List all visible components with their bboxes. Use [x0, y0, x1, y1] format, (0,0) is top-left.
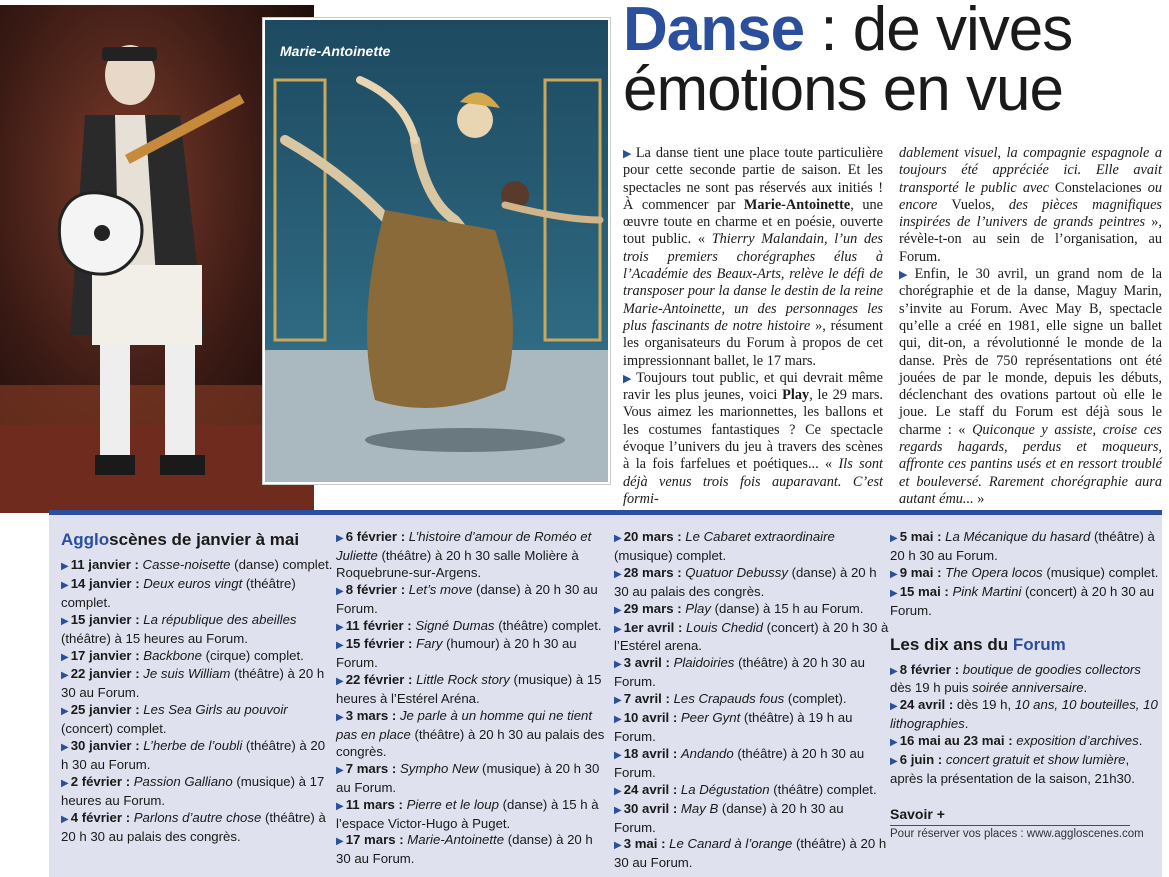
- event-details: (théâtre) à 20 h 30 au Forum.: [61, 666, 325, 701]
- agenda-event: [614, 746, 889, 782]
- bullet-icon: ▶: [614, 804, 622, 816]
- event-details: (musique) complet.: [614, 547, 727, 563]
- agenda-event: [614, 529, 889, 565]
- event-details: (concert) complet.: [61, 721, 167, 737]
- event-title: Quatuor Debussy: [685, 564, 788, 580]
- agenda-box: [49, 510, 1162, 877]
- bullet-icon: ▶: [614, 604, 622, 616]
- photo-caption: Marie-Antoinette: [280, 43, 391, 59]
- bullet-icon: ▶: [614, 840, 622, 852]
- event-details: (musique) complet.: [1042, 564, 1159, 580]
- article-column-2: [899, 145, 1162, 508]
- event-details: (humour) à 20 h 30 au Forum.: [336, 636, 577, 671]
- event-details: (complet).: [784, 691, 847, 707]
- event-title: soirée anniversaire: [972, 680, 1084, 696]
- event-title: boutique de goodies collectors: [962, 661, 1141, 677]
- event-details: (danse) à 20 h 30 au Forum.: [336, 581, 598, 616]
- event-details: , après la présentation de la saison, 21h30.: [890, 752, 1135, 786]
- event-title: The Opera locos: [945, 564, 1043, 580]
- agenda-event: [890, 584, 1160, 620]
- event-date: 25 janvier :: [70, 702, 144, 718]
- event-date: 20 mars :: [623, 529, 686, 544]
- event-details: (musique) à 17 heures au Forum.: [61, 773, 325, 808]
- event-title: Sympho New: [399, 760, 479, 776]
- event-date: 7 avril :: [623, 691, 674, 707]
- agenda-event: [614, 801, 889, 837]
- agenda-event: [336, 761, 606, 797]
- event-details: (théâtre) à 20 h 30 au Forum.: [614, 745, 865, 780]
- event-title: Je parle à un homme qui ne tient pas en place: [336, 708, 593, 742]
- event-title: 10 ans, 10 bouteilles, 10 lithographies: [890, 697, 1158, 732]
- agenda-event: [614, 601, 889, 620]
- event-details: dès 19 h,: [956, 697, 1015, 713]
- event-title: Pierre et le loup: [406, 796, 499, 812]
- event-title: La Mécanique du hasard: [945, 529, 1091, 544]
- headline-rest: : de vives émotions en vue: [623, 0, 1073, 124]
- agenda-event: [890, 529, 1160, 565]
- agenda-event: [336, 672, 606, 708]
- bullet-icon: ▶: [61, 706, 69, 718]
- event-title: Passion Galliano: [133, 773, 233, 789]
- event-date: 11 janvier :: [70, 557, 143, 572]
- bullet-icon: ▶: [890, 756, 898, 768]
- event-date: 28 mars :: [623, 564, 686, 580]
- event-title: Pink Martini: [952, 583, 1022, 599]
- event-date: 8 février :: [899, 661, 963, 677]
- agenda-event: [61, 666, 333, 702]
- event-details: (théâtre) à 20 h 30 au Forum.: [61, 738, 326, 772]
- agenda-title: Aggloscènes de janvier à mai: [61, 530, 300, 549]
- event-details: (théâtre) à 19 h au Forum.: [614, 710, 853, 744]
- event-date: 18 avril :: [623, 745, 681, 761]
- event-details: (concert) à 20 h 30 à l’Estérel arena.: [614, 619, 889, 654]
- event-date: 24 avril :: [623, 781, 681, 797]
- bullet-icon: ▶: [614, 659, 622, 671]
- event-title: La république des abeilles: [143, 611, 297, 627]
- bullet-icon: ▶: [890, 587, 898, 599]
- ballet-photo: [263, 18, 610, 484]
- event-date: 16 mai au 23 mai :: [899, 733, 1017, 749]
- event-details: (musique) à 20 h 30 au Forum.: [336, 760, 600, 795]
- agenda-event: [614, 782, 889, 801]
- event-title: Backbone: [143, 647, 202, 663]
- article-paragraph: ▶ Toujours tout public, et qui devrait même ravir les plus jeunes, voici Play, le 29 mars. Vous aimez les marionnettes, les ballons et les costumes fantastiques ? Ce spectacle évoque l’univers du jeu à travers des scènes à la fois farfelues et poétiques... « Ils sont déjà venus trois fois auparavant. C’est formi-: [623, 369, 884, 507]
- bullet-icon: ▶: [614, 695, 622, 707]
- agenda-column-1: [61, 529, 333, 846]
- article-paragraph: dablement visuel, la compagnie espagnole a toujours été appréciée ici. Elle avait transporté le public avec Constelaciones ou encore Vuelos, des pièces magnifiques inspirées de l’univers de grands peintres », révèle-t-on au sein de l’organisation, au Forum.: [899, 145, 1163, 265]
- event-date: 22 février :: [345, 672, 417, 688]
- event-details: (théâtre) complet.: [769, 781, 877, 797]
- event-title: Parlons d’autre chose: [133, 809, 262, 825]
- bullet-icon: ▶: [61, 579, 69, 591]
- event-details: (danse) à 15 h au Forum.: [710, 600, 864, 616]
- savoir-plus: [890, 806, 1160, 843]
- event-date: 3 avril :: [623, 655, 674, 671]
- event-date: 5 mai :: [899, 529, 946, 544]
- event-date: 30 janvier :: [70, 738, 144, 754]
- agenda-event: [61, 810, 333, 846]
- agenda-event: [336, 582, 606, 618]
- agenda-event: [336, 708, 606, 761]
- event-date: 3 mai :: [623, 836, 670, 852]
- event-date: 6 juin :: [899, 752, 946, 768]
- event-date: 8 février :: [345, 581, 409, 597]
- article-paragraph: ▶ La danse tient une place toute particulière pour cette seconde partie de saison. Et les spectacles ne sont pas réservés aux initiés ! À commencer par Marie-Antoinette, une œuvre toute en charme et en poésie, ouverte tout public. « Thierry Malandain, l’un des trois premiers chorégraphes élus à l’Académie des Beaux-Arts, relève le défi de transposer pour la danse le destin de la reine Marie-Antoinette, un des personnages les plus fascinants de notre histoire », résument les organisateurs du Forum à propos de cet impressionnant ballet, le 17 mars.: [623, 145, 883, 369]
- bullet-icon: ▶: [61, 670, 69, 682]
- headline-accent: Danse: [623, 0, 805, 64]
- event-date: 17 janvier :: [70, 647, 144, 663]
- agenda-event: [61, 738, 333, 774]
- event-details: (danse) complet.: [230, 557, 333, 572]
- event-details: (théâtre) à 20 h 30 au Forum.: [614, 655, 865, 690]
- event-details: dès 19 h puis: [890, 680, 973, 696]
- paragraph-marker-icon: ▶: [623, 147, 633, 160]
- bullet-icon: ▶: [614, 749, 622, 761]
- event-title: Casse-noisette: [142, 557, 231, 572]
- paragraph-marker-icon: ▶: [623, 371, 634, 385]
- bullet-icon: ▶: [61, 651, 69, 663]
- bullet-icon: ▶: [336, 585, 344, 597]
- event-details: (théâtre) à 20 h 30 au Forum.: [890, 529, 1155, 563]
- event-date: 29 mars :: [623, 600, 686, 616]
- event-details: (théâtre) à 20 h 30 au Forum.: [614, 836, 887, 871]
- bullet-icon: ▶: [61, 742, 69, 754]
- bullet-icon: ▶: [336, 640, 344, 652]
- agenda-event: [614, 836, 889, 872]
- event-title: Deux euros vingt: [143, 575, 243, 591]
- event-title: La Dégustation: [680, 781, 770, 797]
- event-date: 4 février :: [70, 809, 134, 825]
- event-date: 10 avril :: [623, 710, 681, 726]
- event-title: Let’s move: [408, 581, 473, 597]
- agenda-event: [336, 529, 606, 582]
- agenda-event: [61, 702, 333, 738]
- agenda-event: [890, 752, 1160, 788]
- event-details: .: [1138, 733, 1143, 749]
- event-title: Louis Chedid: [686, 619, 763, 635]
- bullet-icon: ▶: [614, 623, 622, 635]
- event-title: L’herbe de l’oubli: [143, 738, 243, 754]
- event-title: Little Rock story: [416, 672, 510, 688]
- bullet-icon: ▶: [614, 533, 622, 544]
- event-details: (musique) à 15 heures à l’Estérel Aréna.: [336, 672, 602, 707]
- bullet-icon: ▶: [61, 777, 69, 789]
- event-date: 15 janvier :: [70, 611, 144, 627]
- event-details: (théâtre) à 15 heures au Forum.: [61, 630, 248, 646]
- event-date: 17 mars :: [345, 832, 408, 848]
- event-date: 30 avril :: [623, 800, 681, 816]
- event-title: Le Canard à l’orange: [669, 836, 793, 852]
- event-date: 1er avril :: [623, 619, 687, 635]
- agenda-event: [336, 832, 606, 868]
- agenda-event: [61, 774, 333, 810]
- bullet-icon: ▶: [336, 676, 344, 688]
- event-date: 11 mars :: [345, 796, 407, 812]
- event-date: 9 mai :: [899, 564, 946, 580]
- event-title: exposition d’archives: [1016, 733, 1139, 749]
- event-details: (cirque) complet.: [201, 647, 304, 663]
- event-title: Je suis William: [143, 666, 231, 682]
- event-date: 11 février :: [345, 617, 416, 633]
- bullet-icon: ▶: [61, 561, 69, 572]
- event-details: (théâtre) à 20 h 30 au palais des congrès.: [336, 726, 605, 759]
- event-details: (danse) à 15 h à l’espace Victor-Hugo à Puget.: [336, 796, 599, 831]
- paragraph-marker-icon: ▶: [899, 268, 912, 282]
- agenda-event: [61, 648, 333, 667]
- bullet-icon: ▶: [890, 737, 898, 749]
- event-date: 3 mars :: [345, 708, 400, 724]
- bullet-icon: ▶: [336, 712, 344, 724]
- event-title: Plaidoiries: [673, 655, 735, 671]
- event-title: Play: [685, 600, 711, 616]
- bullet-icon: ▶: [336, 836, 344, 848]
- event-date: 24 avril :: [899, 697, 957, 713]
- event-details: (théâtre) à 20 h 30 au palais des congrès.: [61, 809, 326, 844]
- agenda-column-3: [614, 529, 889, 872]
- event-date: 15 février :: [345, 636, 417, 652]
- event-title: Fary: [416, 636, 443, 652]
- agenda-event: [614, 691, 889, 710]
- bullet-icon: ▶: [614, 714, 622, 726]
- bullet-icon: ▶: [336, 764, 344, 776]
- event-date: 15 mai :: [899, 583, 953, 599]
- article-headline: [623, 0, 1169, 124]
- bullet-icon: ▶: [61, 615, 69, 627]
- event-details: (théâtre) complet.: [494, 617, 602, 633]
- event-date: 2 février :: [70, 773, 134, 789]
- agenda-event: [336, 797, 606, 833]
- bullet-icon: ▶: [614, 568, 622, 580]
- agenda-event: [614, 655, 889, 691]
- bullet-icon: ▶: [614, 785, 622, 797]
- event-title: Marie-Antoinette: [407, 832, 505, 848]
- agenda-event: [890, 565, 1160, 584]
- event-title: Les Crapauds fous: [673, 691, 785, 707]
- event-details: (danse) à 20 h 30 au Forum.: [614, 800, 844, 835]
- agenda-event: [890, 662, 1160, 698]
- event-details: .: [1083, 680, 1088, 696]
- event-details: (danse) à 20 h 30 au palais des congrès.: [614, 564, 877, 599]
- event-title: Le Cabaret extraordinaire: [685, 529, 835, 544]
- event-title: Peer Gynt: [680, 710, 741, 726]
- event-details: (théâtre) à 20 h 30 salle Molière à Roquebrune-sur-Argens.: [336, 547, 579, 580]
- bullet-icon: ▶: [890, 568, 898, 580]
- article-paragraph: ▶ Enfin, le 30 avril, un grand nom de la chorégraphie et de la danse, Maguy Marin, s’invite au Forum. Avec May B, spectacle qu’elle a créé en 1981, elle signe un ballet qui, dit-on, a révolutionné le monde de la danse. Près de 750 représentations ont été jouées de par le monde, depuis les débuts, déclenchant des ovations partout où elle le joue. Le staff du Forum est déjà sous le charme : « Quiconque y assiste, croise ces regards hagards, perdus et moqueurs, affronte ces pantins usés et en ressort troublé et bouleversé. Rarement chorégraphie aura autant ému... »: [899, 266, 1162, 507]
- bullet-icon: ▶: [336, 533, 344, 544]
- article-column-1: [623, 145, 883, 508]
- bullet-icon: ▶: [61, 813, 69, 825]
- agenda-column-2: [336, 529, 606, 868]
- event-details: (concert) à 20 h 30 au Forum.: [890, 583, 1155, 618]
- event-title: Andando: [680, 745, 734, 761]
- event-details: (danse) à 20 h 30 au Forum.: [336, 832, 593, 867]
- bullet-icon: ▶: [336, 800, 344, 812]
- agenda-event: [61, 612, 333, 648]
- agenda-event: [614, 620, 889, 656]
- bullet-icon: ▶: [890, 701, 898, 713]
- agenda-event: [336, 636, 606, 672]
- event-details: .: [964, 716, 969, 732]
- bullet-icon: ▶: [890, 665, 898, 677]
- agenda-event: [614, 565, 889, 601]
- bullet-icon: ▶: [890, 533, 898, 544]
- agenda-event: [61, 576, 333, 612]
- event-details: (théâtre) complet.: [61, 575, 296, 610]
- event-date: 14 janvier :: [70, 575, 144, 591]
- bullet-icon: ▶: [336, 621, 344, 633]
- event-title: concert gratuit et show lumière: [945, 752, 1126, 768]
- agenda-event: [890, 697, 1160, 733]
- anniversary-title: Les dix ans du Forum: [890, 634, 1066, 654]
- agenda-event: [890, 733, 1160, 752]
- savoir-title: Savoir +: [890, 805, 945, 822]
- event-title: L’histoire d’amour de Roméo et Juliette: [336, 529, 592, 563]
- agenda-event: [336, 618, 606, 637]
- agenda-event: [61, 557, 333, 576]
- agenda-column-4: [890, 529, 1160, 843]
- event-date: 6 février :: [345, 529, 409, 544]
- event-title: Les Sea Girls au pouvoir: [143, 702, 288, 718]
- event-date: 7 mars :: [345, 760, 400, 776]
- reservation-link[interactable]: Pour réserver vos places : www.aggloscenes.com: [890, 827, 1144, 840]
- event-date: 22 janvier :: [70, 666, 144, 682]
- event-title: Signé Dumas: [415, 617, 495, 633]
- event-title: May B: [680, 800, 719, 816]
- agenda-event: [614, 710, 889, 746]
